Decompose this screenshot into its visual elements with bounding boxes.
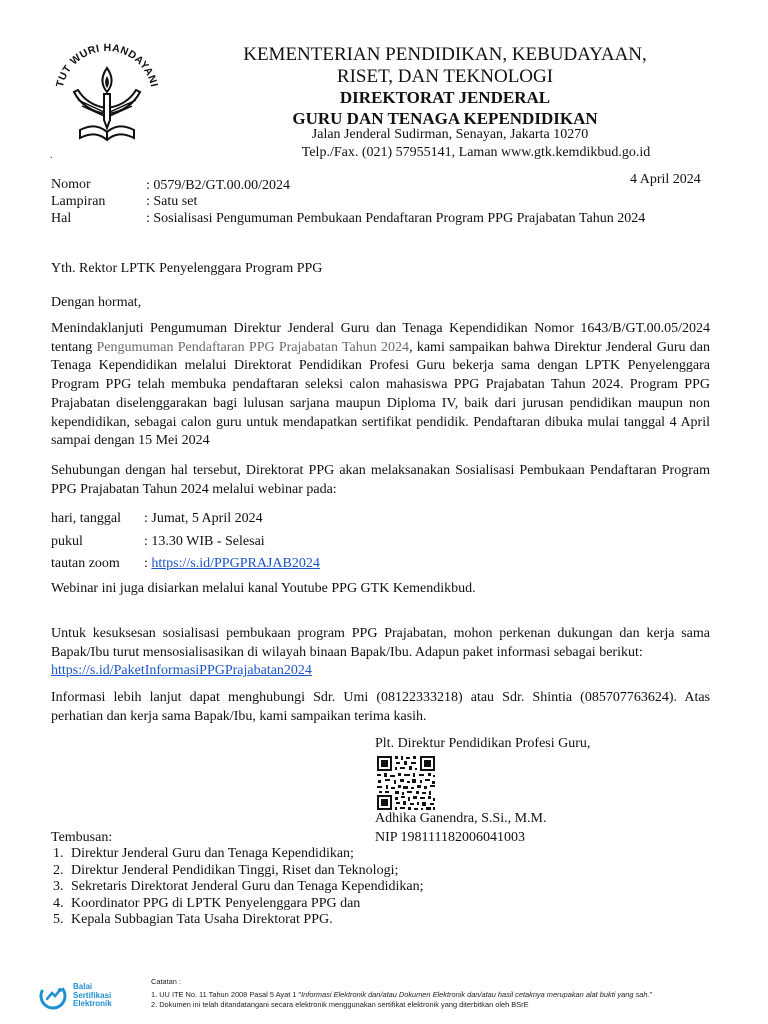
- signature-title: Plt. Direktur Pendidikan Profesi Guru,: [375, 736, 591, 751]
- tembusan-item: 2. Direktur Jenderal Pendidikan Tinggi, Riset dan Teknologi;: [67, 863, 549, 880]
- bsre-line2: Sertifikasi: [73, 990, 112, 1000]
- zoom-link[interactable]: https://s.id/PPGPRAJAB2024: [151, 556, 320, 571]
- paragraph-5: Informasi lebih lanjut dapat menghubungi Sdr. Umi (08122333218) atau Sdr. Shintia (085707763624). Atas perhatian dan kerja sama Bapak/Ibu, kami sampaikan terima kasih.: [51, 690, 710, 724]
- tembusan-item: 1. Direktur Jenderal Guru dan Tenaga Kependidikan;: [67, 846, 549, 863]
- nomor-value: : 0579/B2/GT.00.00/2024: [146, 178, 291, 193]
- letterhead-logo: [48, 34, 166, 152]
- schedule-zoom-label: tautan zoom: [51, 556, 120, 571]
- announcement-reference: Pengumuman Pendaftaran PPG Prajabatan Tahun 2024: [96, 339, 410, 355]
- hal-value: : Sosialisasi Pengumuman Pembukaan Pendaftaran Program PPG Prajabatan Tahun 2024: [146, 211, 646, 226]
- ministry-name-line1: KEMENTERIAN PENDIDIKAN, KEBUDAYAAN,: [243, 44, 647, 65]
- bsre-logo: [38, 979, 148, 1013]
- bsre-line3: Elektronik: [73, 999, 112, 1009]
- signatory-name: Adhika Ganendra, S.Si., M.M.: [375, 811, 547, 826]
- lampiran-value: : Satu set: [146, 194, 198, 209]
- paragraph-2: Sehubungan dengan hal tersebut, Direktorat PPG akan melaksanakan Sosialisasi Pembukaan Pendaftaran Program PPG Prajabatan Tahun 2024 melalui webinar pada:: [51, 463, 710, 497]
- paragraph-4: [51, 625, 710, 681]
- bsre-line1: Balai: [73, 982, 93, 992]
- ministry-name-line2: RISET, DAN TEKNOLOGI: [336, 66, 554, 87]
- logo-text: TUT WURI HANDAYANI: [53, 41, 161, 89]
- tembusan-label: Tembusan:: [51, 830, 113, 845]
- schedule-day-value: : Jumat, 5 April 2024: [144, 511, 263, 526]
- directorate-line1: DIREKTORAT JENDERAL: [339, 88, 551, 107]
- tembusan-list: [29, 846, 549, 929]
- tut-wuri-handayani-emblem-icon: [48, 34, 166, 152]
- directorate-line2: GURU DAN TENAGA KEPENDIDIKAN: [292, 109, 598, 128]
- qr-code-icon: [376, 755, 436, 811]
- note1-text-b: ": [649, 990, 653, 999]
- note2-text: 2. Dokumen ini telah ditandatangani secara elektronik menggunakan sertifikat elektronik yang diterbitkan oleh BSrE: [151, 1000, 529, 1009]
- schedule-time-label: pukul: [51, 533, 83, 549]
- paragraph-1-text-a: Menindaklanjuti Pengumuman Direktur Jenderal Guru dan Tenaga Kependidikan Nomor 1643/B/GT.00.05/2024 tentang: [51, 321, 710, 355]
- schedule-zoom-colon: :: [144, 556, 152, 571]
- schedule-time-value: : 13.30 WIB - Selesai: [144, 533, 265, 549]
- header-contact: Telp./Fax. (021) 57955141, Laman www.gtk.kemdikbud.go.id: [301, 145, 651, 160]
- info-package-link[interactable]: https://s.id/PaketInformasiPPGPrajabatan2024: [51, 663, 312, 679]
- footer-notes: [151, 977, 751, 1010]
- recipient: Yth. Rektor LPTK Penyelenggara Program PPG: [51, 261, 323, 276]
- lampiran-label: Lampiran: [51, 194, 106, 209]
- signatory-nip: NIP 198111182006041003: [375, 830, 525, 845]
- note1-text-a: 1. UU ITE No. 11 Tahun 2008 Pasal 5 Ayat 1 ": [151, 990, 302, 999]
- letter-meta: [51, 176, 731, 227]
- paragraph-3: Webinar ini juga disiarkan melalui kanal Youtube PPG GTK Kemendikbud.: [51, 581, 476, 596]
- tembusan-item: 3. Sekretaris Direktorat Jenderal Guru dan Tenaga Kependidikan;: [67, 879, 549, 896]
- schedule-day-label: hari, tanggal: [51, 511, 121, 526]
- nomor-label: Nomor: [51, 177, 91, 192]
- header-address: Jalan Jenderal Sudirman, Senayan, Jakarta 10270: [311, 127, 589, 142]
- webinar-schedule: [51, 508, 320, 576]
- catatan-label: Catatan :: [151, 977, 181, 986]
- bsre-emblem-icon: [38, 981, 68, 1011]
- qr-code: [376, 755, 436, 811]
- paragraph-1: [51, 320, 710, 451]
- hal-label: Hal: [51, 211, 72, 226]
- tembusan-item: 5. Kepala Subbagian Tata Usaha Direktorat PPG.: [67, 912, 549, 929]
- letter-date: 4 April 2024: [630, 172, 701, 187]
- paragraph-4-text: Untuk kesuksesan sosialisasi pembukaan program PPG Prajabatan, mohon perkenan dukungan dan kerja sama Bapak/Ibu turut mensosialisasikan di wilayah binaan Bapak/Ibu. Adapun paket informasi sebagai berikut:: [51, 626, 710, 660]
- note1-italic: Informasi Elektronik dan/atau Dokumen Elektronik dan/atau hasil cetaknya merupakan alat bukti yang sah.: [301, 990, 650, 999]
- tembusan-item: 4. Koordinator PPG di LPTK Penyelenggara PPG dan: [67, 896, 549, 913]
- paragraph-1-text-b: , kami sampaikan bahwa Direktur Jenderal Guru dan Tenaga Kependidikan melalui Direktorat Pendidikan Profesi Guru bekerja sama dengan LPTK Penyelenggara Program PPG telah membuka pendaftaran seleksi calon mahasiswa PPG Prajabatan Tahun 2024. Program PPG Prajabatan diselenggarakan bagi lulusan sarjana maupun Diploma IV, baik dari jurusan pendidikan maupun non kependidikan, sebagai calon guru untuk mendapatkan sertifikat pendidik. Pendaftaran dibuka mulai tanggal 4 April sampai dengan 15 Mei 2024: [51, 339, 710, 449]
- header-small-mark: .: [50, 150, 53, 161]
- salutation: Dengan hormat,: [51, 295, 142, 310]
